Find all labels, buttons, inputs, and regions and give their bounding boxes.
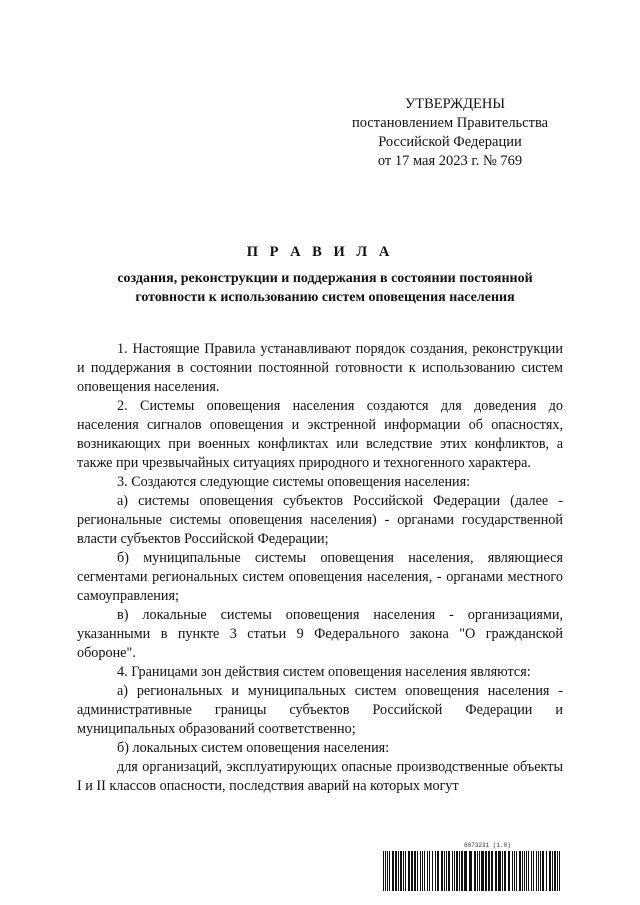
barcode-bar [512,851,513,891]
barcode-label: 6073231 (1.0) [464,842,511,849]
barcode-bar [474,851,476,891]
paragraph-3c: в) локальные системы оповещения населения - организациями, указанными в пункте 3 статьи 9 Федерального закона "О гражданской обороне". [77,607,563,661]
approval-date-number: от 17 мая 2023 г. № 769 [377,153,523,169]
subtitle-line-2: готовности к использованию систем оповещения населения [135,290,515,305]
paragraph-2: 2. Системы оповещения населения создаются для доведения до населения сигналов оповещения и экстренной информации об опасностях, возникающих при военных конфликтах или вследствие этих конфликтов, а также при чрезвычайных ситуациях природного и техногенного характера. [77,398,563,471]
approval-government-line: Российской Федерации [378,134,522,150]
barcode-bar [411,851,413,891]
barcode-bar [524,851,525,891]
paragraph-4b: б) локальных систем оповещения населения: [117,740,390,756]
barcode-bar [385,851,386,891]
barcode-bar [454,851,455,891]
barcode-bar [405,851,406,891]
barcode-bar [495,851,497,891]
barcode-bar [389,851,390,891]
barcode-bar [540,851,541,891]
barcode-bar [514,851,515,891]
barcode-bar [437,851,439,891]
barcode-bar [477,851,478,891]
barcode-bar [554,851,556,891]
barcode-bar [479,851,480,891]
barcode-bar [557,851,558,891]
barcode-bar [504,851,506,891]
barcode-bar [432,851,433,891]
barcode-bar [452,851,453,891]
barcode-block [383,842,563,892]
barcode-image [383,851,563,891]
barcode-bar [446,851,447,891]
document-subtitle [80,269,570,307]
barcode-bar [552,851,553,891]
barcode-bar [461,851,463,891]
barcode-bar [422,851,423,891]
barcode-bar [508,851,510,891]
barcode-bar [400,851,402,891]
barcode-bar [424,851,425,891]
barcode-bar [549,851,551,891]
barcode-bar [441,851,443,891]
barcode-bar [536,851,537,891]
barcode-bar [538,851,539,891]
barcode-bar [481,851,484,891]
paragraph-4b-item: для организаций, эксплуатирующих опасные производственные объекты I и II классов опасности, последствия аварий на которых могут [77,759,563,794]
approval-heading: УТВЕРЖДЕНЫ [404,96,506,112]
barcode-bar [533,851,534,891]
barcode-bar [408,851,410,891]
barcode-bar [526,851,527,891]
paragraph-3a: а) системы оповещения субъектов Российской Федерации (далее - региональные системы оповещения населения) - органами государственной власти субъектов Российской Федерации; [77,493,563,547]
barcode-bar [459,851,460,891]
barcode-bar [542,851,544,891]
barcode-bar [456,851,458,891]
barcode-bar [528,851,529,891]
paragraph-3b: б) муниципальные системы оповещения населения, являющиеся сегментами региональных систем оповещения населения, - органами местного самоуправления; [77,550,563,604]
barcode-bar [387,851,388,891]
barcode-bar [522,851,523,891]
barcode-bar [414,851,416,891]
barcode-bar [498,851,501,891]
approval-decree-line: постановлением Правительства [351,115,549,131]
paragraph-4: 4. Границами зон действия систем оповещения населения являются: [117,664,531,680]
barcode-bar [519,851,521,891]
barcode-bar [429,851,430,891]
subtitle-line-1: создания, реконструкции и поддержания в состоянии постоянной [117,271,533,286]
barcode-bar [395,851,397,891]
paragraph-4a: а) региональных и муниципальных систем оповещения населения - административные границы субъектов Российской Федерации и муниципальных образований соответственно; [77,683,563,737]
barcode-bar [559,851,560,891]
barcode-bar [491,851,493,891]
barcode-bar [398,851,399,891]
barcode-bar [420,851,421,891]
barcode-bar [531,851,532,891]
barcode-bar [392,851,394,891]
approval-block [330,95,570,171]
barcode-bar [448,851,450,891]
barcode-bar [444,851,445,891]
document-body [77,340,563,796]
barcode-bar [403,851,404,891]
document-title: П Р А В И Л А [246,244,394,260]
paragraph-1: 1. Настоящие Правила устанавливают порядок создания, реконструкции и поддержания в состоянии постоянной готовности к использованию систем оповещения населения. [77,341,563,395]
paragraph-3: 3. Создаются следующие системы оповещения населения: [117,474,471,490]
barcode-bar [464,851,467,891]
barcode-bar [485,851,487,891]
barcode-bar [546,851,547,891]
barcode-bar [488,851,490,891]
barcode-bar [469,851,472,891]
barcode-bar [502,851,503,891]
barcode-bar [417,851,418,891]
barcode-bar [427,851,428,891]
barcode-bar [383,851,384,891]
barcode-bar [435,851,436,891]
barcode-bar [516,851,517,891]
